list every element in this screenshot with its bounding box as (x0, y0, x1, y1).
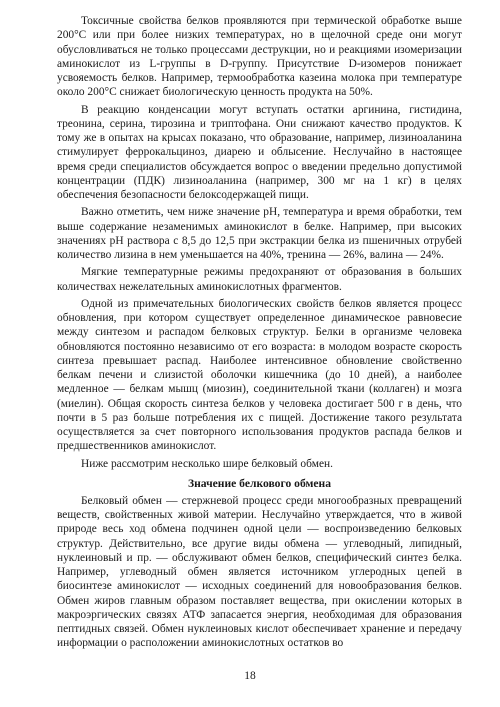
section-title: Значение белкового обмена (187, 476, 332, 490)
paragraph-mild-regimes: Мягкие температурные режимы предохраняют от образования в больших количествах нежелательных аминокислотных фрагментов. (57, 266, 462, 293)
paragraph-protein-renewal: Одной из примечательных биологических свойств белков является процесс обновления, при котором существует определенное динамическое равновесие между синтезом и распадом белковых структур. Белки в организме человека обновляются постоянно независимо от его возраста: в молодом возрасте скорость синтеза превышает распад. Наиболее интенсивное обновление свойственно белкам печени и слизистой оболочки кишечника (до 10 дней), а наиболее медленное — белкам мышц (миозин), соединительной ткани (коллаген) и мозга (миелин). Общая скорость синтеза белков у человека достигает 500 г в день, что почти в 5 раз больше потребления их с пищей. Достижение такого результата осуществляется за счет повторного использования продуктов распада белков и предшественников аминокислот. (57, 297, 462, 453)
paragraph-ph-temperature: Важно отметить, чем ниже значение рН, температура и время обработки, тем выше содержание незаменимых аминокислот в белке. Например, при высоких значениях рН раствора с 8,5 до 12,5 при экстракции белка из пшеничных отрубей количество лизина в нем уменьшается на 40%, тренина — 26%, валина — 24%. (57, 206, 462, 261)
paragraph-transition: Ниже рассмотрим несколько шире белковый обмен. (81, 457, 333, 470)
page-number: 18 (244, 670, 256, 682)
paragraph-protein-metabolism: Белковый обмен — стержневой процесс среди многообразных превращений веществ, свойственных живой материи. Неслучайно утверждается, что в живой природе весь ход обмена подчинен одной цели — воспроизведению белковых структур. Действительно, все другие виды обмена — углеводный, липидный, нуклеиновый и пр. — обслуживают обмен белков, специфический синтез белка. Например, углеводный обмен является источником углеродных цепей в биосинтезе аминокислот — исходных соединений для новообразования белков. Обмен жиров главным образом поставляет вещества, при окислении которых в макроэргических связях АТФ запасается энергия, необходимая для образования пептидных связей. Обмен нуклеиновых кислот обеспечивает хранение и передачу информации о расположении аминокислотных остатков во (57, 494, 462, 650)
paragraph-condensation: В реакцию конденсации могут вступать остатки аргинина, гистидина, треонина, серина, тирозина и триптофана. Они снижают качество продуктов. К тому же в опытах на крысах показано, что образование, например, лизиноаланина стимулирует феррокальциноз, диарею и облысение. Неслучайно в настоящее время среди специалистов обсуждается вопрос о введении предельно допустимой концентрации (ПДК) лизиноаланина (например, 300 мг на 1 кг) в целях обеспечения безопасности белоксодержащей пищи. (57, 103, 462, 201)
paragraph-toxic-properties: Токсичные свойства белков проявляются при термической обработке выше 200°С или при более низких температурах, но в щелочной среде они могут обусловливаться не только процессами деструкции, но и реакциями изомеризации аминокислот из L-группы в D-группу. Присутствие D-изомеров понижает усвояемость белков. Например, термообработка казеина молока при температуре около 200°С снижает биологическую ценность продукта на 50%. (57, 15, 462, 99)
body-text (57, 14, 462, 651)
